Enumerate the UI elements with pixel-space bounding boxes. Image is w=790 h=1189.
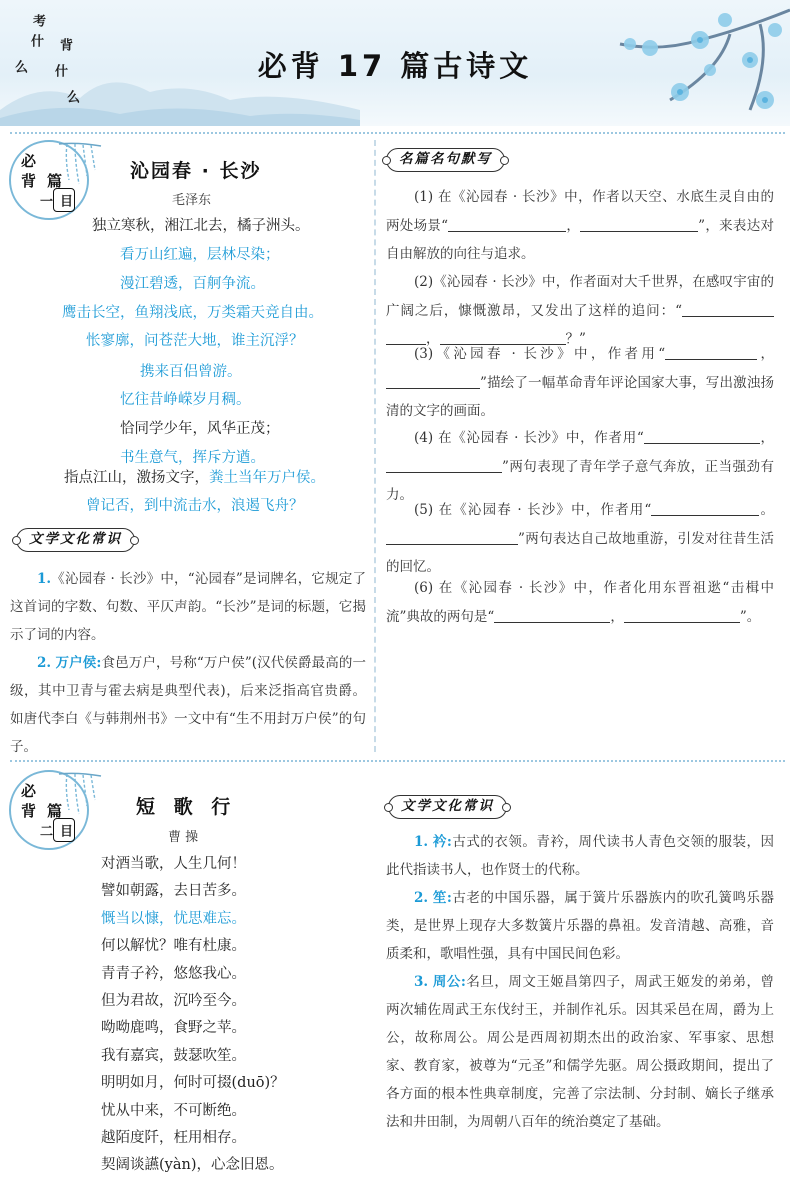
- dictation-question: (4) 在《沁园春 · 长沙》中，作者用“ ，”两句表现了青年学子意气奔放，正当强劲有力。: [386, 430, 774, 503]
- motto-char: 么: [12, 60, 27, 75]
- answer-blank[interactable]: [624, 609, 740, 623]
- note-text: 名旦，周文王姬昌第四子，周武王姬发的弟弟，曾两次辅佐周武王东伐纣王，并制作礼乐。因其采邑在周，爵为上公，故称周公。周公是西周初期杰出的政治家、军事家、思想家、教育家，被尊为“元圣”和儒学先驱。周公摄政期间，提出了各方面的根本性典章制度，完善了宗法制、分封制、嫡长子继承法和井田制，为周朝八百年的统治奠定了基础。: [386, 974, 774, 1130]
- header-banner: [0, 0, 790, 126]
- motto-char: 么: [64, 90, 79, 105]
- column-divider: [374, 140, 376, 752]
- motto-char: 什: [28, 34, 43, 49]
- note-keyword: 万户侯:: [55, 655, 102, 671]
- poem-line: 书生意气，挥斥方遒。: [120, 450, 265, 466]
- poem-line: 看万山红遍，层林尽染；: [120, 247, 280, 263]
- motto-char: 背: [57, 38, 72, 53]
- note-text: 古老的中国乐器，属于簧片乐器族内的吹孔簧鸣乐器类，是世界上现存大多数簧片乐器的鼻祖。发音清越、高雅，音质柔和，歌唱性强，具有中国民间色彩。: [386, 890, 775, 962]
- note-number: 2.: [37, 655, 52, 671]
- badge-bei: 背: [21, 802, 37, 820]
- culture-note: [10, 565, 366, 649]
- section-tag-culture: 文学文化常识: [16, 528, 135, 552]
- answer-blank[interactable]: [448, 218, 566, 232]
- willow-branch-icon: [57, 770, 103, 820]
- poem-line: 忧从中来，不可断绝。: [101, 1102, 246, 1119]
- answer-blank[interactable]: [494, 609, 610, 623]
- poem-line: 漫江碧透，百舸争流。: [120, 276, 265, 292]
- badge-bei: 背: [21, 172, 37, 190]
- answer-blank[interactable]: [682, 303, 774, 317]
- note-number: 3.: [414, 974, 429, 990]
- poem-line: 越陌度阡，枉用相存。: [101, 1130, 246, 1146]
- poem-line: 青青子衿，悠悠我心。: [101, 965, 246, 982]
- answer-blank[interactable]: [644, 430, 760, 444]
- section-tag-dictation: 名篇名句默写: [386, 148, 505, 172]
- chapter-badge: [9, 140, 103, 220]
- badge-number: 目一: [53, 188, 75, 212]
- poem-line-part: 指点江山，激扬文字，: [64, 470, 209, 486]
- question-text: (2)《沁园春 · 长沙》中，作者面对大千世界，在感叹宇宙的广阔之后，慷慨激昂，又发出了这样的追问：“: [386, 274, 774, 319]
- poem-title: 沁园春 · 长沙: [130, 160, 262, 182]
- answer-blank[interactable]: [665, 346, 757, 360]
- section-tag-culture: 文学文化常识: [388, 795, 507, 819]
- poem-line: 慨当以慷，忧思难忘。: [101, 910, 246, 927]
- culture-note: [386, 968, 774, 1136]
- poem-line: 明明如月，何时可掇(duō)？: [101, 1075, 285, 1092]
- question-text: (1) 在《沁园春 · 长沙》中，作者以天空、水底生灵自由的两处场景“: [386, 189, 774, 234]
- poem-line: 呦呦鹿鸣，食野之苹。: [101, 1020, 246, 1037]
- badge-pian: 篇: [47, 172, 63, 190]
- poem-author: 毛泽东: [172, 193, 212, 208]
- poem-line: 契阔谈讌(yàn)，心念旧恩。: [101, 1157, 284, 1174]
- poem-line: 譬如朝露，去日苦多。: [101, 883, 246, 900]
- answer-blank[interactable]: [386, 375, 440, 389]
- answer-blank[interactable]: [386, 531, 518, 545]
- poem-line: 但为君故，沉吟至今。: [101, 993, 246, 1009]
- note-text: 《沁园春 · 长沙》中，“沁园春”是词牌名，它规定了这首词的字数、句数、平仄声韵。“长沙”是词的标题，它揭示了词的内容。: [10, 571, 366, 643]
- note-number: 2.: [414, 890, 429, 906]
- poem-title: 短 歌 行: [136, 796, 237, 818]
- answer-blank[interactable]: [386, 459, 502, 473]
- note-number: 1.: [37, 571, 52, 587]
- poem-line: 何以解忧？唯有杜康。: [101, 938, 246, 955]
- dictation-question: (1) 在《沁园春 · 长沙》中，作者以天空、水底生灵自由的两处场景“ ， ”，来表达对自由解放的向往与追求。: [386, 189, 775, 262]
- badge-bi: 必: [21, 782, 37, 800]
- badge-bi: 必: [21, 152, 37, 170]
- dictation-question: (5) 在《沁园春 · 长沙》中，作者用“ 。”两句表达自己故地重游，引发对往昔生活的回忆。: [386, 502, 774, 575]
- note-text: 食邑万户，号称“万户侯”(汉代侯爵最高的一级，其中卫青与霍去病是典型代表)，后来泛指高官贵爵。如唐代李白《与韩荆州书》一文中有“生不用封万户侯”的句子。: [10, 655, 366, 755]
- culture-note: [10, 649, 366, 761]
- question-text: (3)《沁园春 · 长沙》中，作者用“: [414, 346, 666, 362]
- question-text: (6) 在《沁园春 · 长沙》中，作者化用东晋祖逖“击楫中流”典故的两句是“: [386, 580, 774, 625]
- question-text: (4) 在《沁园春 · 长沙》中，作者用“: [414, 430, 644, 446]
- poem-line-part: 粪土当年万户侯。: [209, 470, 325, 486]
- question-text: ”两句表现了青年学子意气奔放，正当强劲有力。: [386, 458, 774, 503]
- willow-branch-icon: [57, 140, 103, 190]
- poem-line: 对酒当歌，人生几何！: [101, 856, 246, 872]
- question-text: ”。: [739, 608, 761, 625]
- poem-line: 独立寒秋，湘江北去，橘子洲头。: [92, 218, 310, 234]
- question-text: ”，来表达对自由解放的向往与追求。: [386, 217, 775, 262]
- note-keyword: 衿:: [432, 834, 452, 850]
- answer-blank[interactable]: [651, 502, 759, 516]
- dictation-question: (6) 在《沁园春 · 长沙》中，作者化用东晋祖逖“击楫中流”典故的两句是“ ， ”。: [386, 580, 774, 625]
- question-text: (5) 在《沁园春 · 长沙》中，作者用“: [414, 502, 652, 518]
- dictation-question: (3)《沁园春 · 长沙》中，作者用“ ，”描绘了一幅革命青年评论国家大事，写出激浊扬清的文字的画面。: [386, 346, 775, 419]
- poem-line: [64, 466, 325, 487]
- note-keyword: 笙:: [432, 890, 452, 906]
- answer-blank[interactable]: [580, 218, 698, 232]
- badge-pian: 篇: [47, 802, 63, 820]
- note-number: 1.: [414, 834, 429, 850]
- motto-char: 什: [52, 64, 67, 79]
- culture-note: [386, 884, 774, 968]
- poem-line: 我有嘉宾，鼓瑟吹笙。: [101, 1047, 246, 1064]
- poem-author: 曹 操: [168, 830, 199, 845]
- poem-line: 怅寥廓，问苍茫大地，谁主沉浮？: [86, 333, 304, 349]
- note-text: 古式的衣领。青衿，周代读书人青色交领的服装，因此代指读书人，也作贤士的代称。: [386, 834, 775, 878]
- answer-blank[interactable]: [440, 375, 480, 389]
- poem-line: 忆往昔峥嵘岁月稠。: [120, 392, 251, 408]
- motto-char: 考: [30, 14, 45, 29]
- page-title: 必背 17 篇古诗文: [257, 49, 533, 83]
- question-text: ？”: [565, 331, 586, 347]
- divider: [10, 132, 785, 134]
- poem-line: 鹰击长空，鱼翔浅底，万类霜天竞自由。: [62, 305, 323, 321]
- question-text: ”描绘了一幅革命青年评论国家大事，写出激浊扬清的文字的画面。: [386, 374, 774, 419]
- culture-note: [386, 828, 774, 884]
- badge-number: 目二: [53, 818, 75, 842]
- poem-line: 曾记否，到中流击水，浪遏飞舟？: [86, 498, 304, 514]
- chapter-badge: [9, 770, 103, 850]
- note-keyword: 周公:: [432, 974, 466, 990]
- dictation-question: (2)《沁园春 · 长沙》中，作者面对大千世界，在感叹宇宙的广阔之后，慷慨激昂，又发出了这样的追问：“， ？”: [386, 274, 774, 347]
- poem-line: 恰同学少年，风华正茂；: [120, 421, 280, 437]
- poem-line: 携来百侣曾游。: [140, 364, 242, 380]
- question-text: ”两句表达自己故地重游，引发对往昔生活的回忆。: [386, 530, 774, 575]
